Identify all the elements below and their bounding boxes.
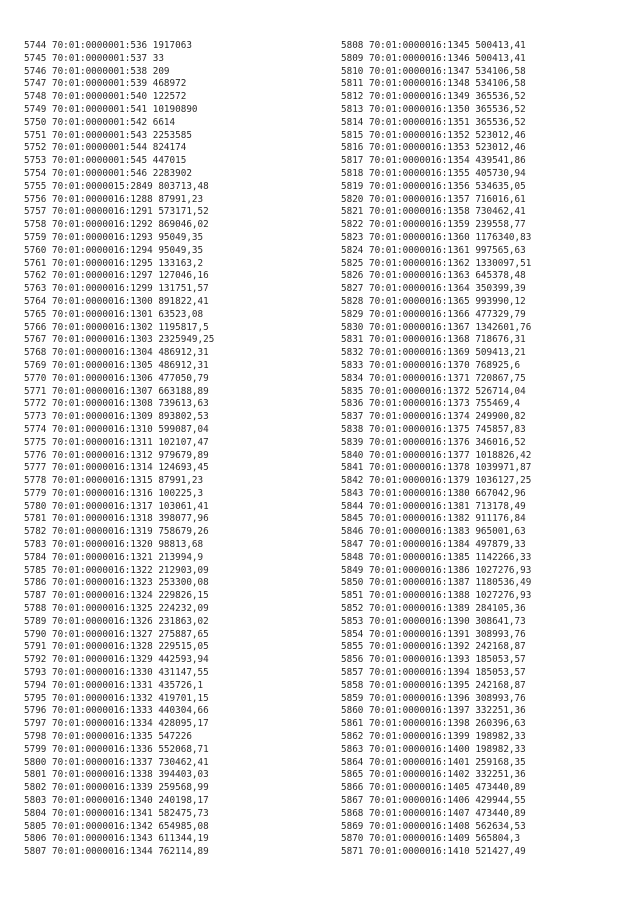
cadastral-record-row: 5799 70:01:0000016:1336 552068,71	[24, 743, 209, 755]
cadastral-record-row: 5861 70:01:0000016:1398 260396,63	[341, 718, 526, 730]
cadastral-record-row: 5774 70:01:0000016:1310 599087,04	[24, 423, 209, 435]
cadastral-record-row: 5836 70:01:0000016:1373 755469,4	[341, 398, 521, 410]
cadastral-record-row: 5813 70:01:0000016:1350 365536,52	[341, 103, 526, 115]
cadastral-record-row: 5787 70:01:0000016:1324 229826,15	[24, 590, 209, 602]
cadastral-record-row: 5855 70:01:0000016:1392 242168,87	[341, 641, 526, 653]
cadastral-record-row: 5800 70:01:0000016:1337 730462,41	[24, 756, 209, 768]
cadastral-record-row: 5744 70:01:0000001:536 1917063	[24, 40, 192, 51]
cadastral-record-row: 5869 70:01:0000016:1408 562634,53	[341, 820, 526, 832]
cadastral-record-row: 5829 70:01:0000016:1366 477329,79	[341, 308, 526, 320]
cadastral-record-row: 5762 70:01:0000016:1297 127046,16	[24, 270, 209, 282]
cadastral-record-row: 5780 70:01:0000016:1317 103061,41	[24, 500, 209, 512]
cadastral-record-row: 5826 70:01:0000016:1363 645378,48	[341, 270, 526, 282]
cadastral-record-row: 5824 70:01:0000016:1361 997565,63	[341, 244, 526, 256]
cadastral-record-row: 5819 70:01:0000016:1356 534635,05	[341, 180, 526, 192]
cadastral-record-row: 5871 70:01:0000016:1410 521427,49	[341, 846, 526, 858]
cadastral-record-row: 5833 70:01:0000016:1370 768925,6	[341, 359, 521, 371]
cadastral-record-row: 5847 70:01:0000016:1384 497879,33	[341, 539, 526, 551]
cadastral-record-row: 5822 70:01:0000016:1359 239558,77	[341, 219, 526, 231]
cadastral-record-row: 5850 70:01:0000016:1387 1180536,49	[341, 577, 532, 589]
cadastral-record-row: 5831 70:01:0000016:1368 718676,31	[341, 334, 526, 346]
cadastral-record-row: 5782 70:01:0000016:1319 758679,26	[24, 526, 209, 538]
cadastral-record-row: 5790 70:01:0000016:1327 275887,65	[24, 628, 209, 640]
cadastral-record-row: 5767 70:01:0000016:1303 2325949,25	[24, 334, 215, 346]
cadastral-record-row: 5789 70:01:0000016:1326 231863,02	[24, 615, 209, 627]
cadastral-record-row: 5801 70:01:0000016:1338 394403,03	[24, 769, 209, 781]
cadastral-record-row: 5860 70:01:0000016:1397 332251,36	[341, 705, 526, 717]
cadastral-record-row: 5773 70:01:0000016:1309 893802,53	[24, 411, 209, 423]
cadastral-record-row: 5764 70:01:0000016:1300 891822,41	[24, 295, 209, 307]
cadastral-record-row: 5835 70:01:0000016:1372 526714,04	[341, 385, 526, 397]
cadastral-record-row: 5862 70:01:0000016:1399 198982,33	[341, 731, 526, 743]
cadastral-record-row: 5845 70:01:0000016:1382 911176,84	[341, 513, 526, 525]
cadastral-record-row: 5776 70:01:0000016:1312 979679,89	[24, 449, 209, 461]
cadastral-record-row: 5777 70:01:0000016:1314 124693,45	[24, 462, 209, 474]
cadastral-record-row: 5821 70:01:0000016:1358 730462,41	[341, 206, 526, 218]
cadastral-record-row: 5864 70:01:0000016:1401 259168,35	[341, 756, 526, 768]
cadastral-record-row: 5830 70:01:0000016:1367 1342601,76	[341, 321, 532, 333]
cadastral-record-row: 5786 70:01:0000016:1323 253300,08	[24, 577, 209, 589]
cadastral-record-row: 5771 70:01:0000016:1307 663188,89	[24, 385, 209, 397]
cadastral-record-row: 5809 70:01:0000016:1346 500413,41	[341, 52, 526, 64]
cadastral-record-row: 5745 70:01:0000001:537 33	[24, 52, 164, 64]
cadastral-record-row: 5859 70:01:0000016:1396 308993,76	[341, 692, 526, 704]
cadastral-record-row: 5785 70:01:0000016:1322 212903,09	[24, 564, 209, 576]
cadastral-record-row: 5825 70:01:0000016:1362 1330097,51	[341, 257, 532, 269]
cadastral-record-row: 5802 70:01:0000016:1339 259568,99	[24, 782, 209, 794]
cadastral-record-row: 5752 70:01:0000001:544 824174	[24, 142, 187, 154]
cadastral-record-row: 5775 70:01:0000016:1311 102107,47	[24, 436, 209, 448]
cadastral-record-row: 5748 70:01:0000001:540 122572	[24, 91, 187, 103]
cadastral-record-row: 5808 70:01:0000016:1345 500413,41	[341, 40, 526, 51]
cadastral-record-row: 5779 70:01:0000016:1316 100225,3	[24, 487, 204, 499]
cadastral-record-row: 5823 70:01:0000016:1360 1176340,83	[341, 231, 532, 243]
cadastral-record-row: 5846 70:01:0000016:1383 965001,63	[341, 526, 526, 538]
cadastral-record-row: 5757 70:01:0000016:1291 573171,52	[24, 206, 209, 218]
cadastral-record-row: 5843 70:01:0000016:1380 667042,96	[341, 487, 526, 499]
cadastral-record-row: 5766 70:01:0000016:1302 1195817,5	[24, 321, 209, 333]
cadastral-record-row: 5841 70:01:0000016:1378 1039971,87	[341, 462, 532, 474]
cadastral-record-row: 5770 70:01:0000016:1306 477050,79	[24, 372, 209, 384]
cadastral-record-row: 5756 70:01:0000016:1288 87991,23	[24, 193, 204, 205]
cadastral-record-row: 5796 70:01:0000016:1333 440304,66	[24, 705, 209, 717]
cadastral-record-row: 5840 70:01:0000016:1377 1018826,42	[341, 449, 532, 461]
cadastral-record-row: 5803 70:01:0000016:1340 240198,17	[24, 795, 209, 807]
cadastral-record-row: 5818 70:01:0000016:1355 405730,94	[341, 167, 526, 179]
left-column	[24, 40, 320, 859]
cadastral-record-row: 5837 70:01:0000016:1374 249900,82	[341, 411, 526, 423]
cadastral-record-row: 5806 70:01:0000016:1343 611344,19	[24, 833, 209, 845]
cadastral-record-row: 5870 70:01:0000016:1409 565804,3	[341, 833, 521, 845]
cadastral-record-row: 5753 70:01:0000001:545 447015	[24, 155, 187, 167]
cadastral-record-row: 5865 70:01:0000016:1402 332251,36	[341, 769, 526, 781]
cadastral-record-row: 5749 70:01:0000001:541 10190890	[24, 103, 198, 115]
cadastral-record-row: 5769 70:01:0000016:1305 486912,31	[24, 359, 209, 371]
cadastral-record-row: 5797 70:01:0000016:1334 428095,17	[24, 718, 209, 730]
cadastral-record-row: 5754 70:01:0000001:546 2283902	[24, 167, 192, 179]
cadastral-record-row: 5817 70:01:0000016:1354 439541,86	[341, 155, 526, 167]
cadastral-record-row: 5751 70:01:0000001:543 2253585	[24, 129, 192, 141]
cadastral-record-row: 5827 70:01:0000016:1364 350399,39	[341, 283, 526, 295]
cadastral-record-row: 5781 70:01:0000016:1318 398077,96	[24, 513, 209, 525]
cadastral-record-row: 5778 70:01:0000016:1315 87991,23	[24, 475, 204, 487]
cadastral-record-row: 5842 70:01:0000016:1379 1036127,25	[341, 475, 532, 487]
cadastral-record-row: 5867 70:01:0000016:1406 429944,55	[341, 795, 526, 807]
cadastral-record-row: 5765 70:01:0000016:1301 63523,08	[24, 308, 204, 320]
cadastral-record-row: 5746 70:01:0000001:538 209	[24, 65, 170, 77]
cadastral-record-row: 5863 70:01:0000016:1400 198982,33	[341, 743, 526, 755]
cadastral-record-row: 5853 70:01:0000016:1390 308641,73	[341, 615, 526, 627]
cadastral-record-row: 5866 70:01:0000016:1405 473440,89	[341, 782, 526, 794]
cadastral-record-row: 5760 70:01:0000016:1294 95049,35	[24, 244, 204, 256]
cadastral-record-row: 5793 70:01:0000016:1330 431147,55	[24, 667, 209, 679]
cadastral-record-row: 5811 70:01:0000016:1348 534106,58	[341, 78, 526, 90]
cadastral-record-row: 5858 70:01:0000016:1395 242168,87	[341, 679, 526, 691]
cadastral-record-row: 5798 70:01:0000016:1335 547226	[24, 731, 192, 743]
right-column	[341, 40, 631, 859]
cadastral-record-row: 5815 70:01:0000016:1352 523012,46	[341, 129, 526, 141]
cadastral-record-row: 5856 70:01:0000016:1393 185053,57	[341, 654, 526, 666]
cadastral-record-row: 5759 70:01:0000016:1293 95049,35	[24, 231, 204, 243]
cadastral-record-row: 5848 70:01:0000016:1385 1142266,33	[341, 551, 532, 563]
cadastral-record-row: 5838 70:01:0000016:1375 745857,83	[341, 423, 526, 435]
cadastral-record-row: 5768 70:01:0000016:1304 486912,31	[24, 347, 209, 359]
cadastral-record-row: 5812 70:01:0000016:1349 365536,52	[341, 91, 526, 103]
cadastral-record-row: 5820 70:01:0000016:1357 716016,61	[341, 193, 526, 205]
cadastral-record-row: 5758 70:01:0000016:1292 869046,02	[24, 219, 209, 231]
cadastral-record-row: 5792 70:01:0000016:1329 442593,94	[24, 654, 209, 666]
cadastral-record-row: 5844 70:01:0000016:1381 713178,49	[341, 500, 526, 512]
cadastral-record-row: 5807 70:01:0000016:1344 762114,89	[24, 846, 209, 858]
cadastral-record-row: 5795 70:01:0000016:1332 419701,15	[24, 692, 209, 704]
cadastral-record-row: 5761 70:01:0000016:1295 133163,2	[24, 257, 204, 269]
cadastral-record-row: 5791 70:01:0000016:1328 229515,05	[24, 641, 209, 653]
cadastral-record-row: 5755 70:01:0000015:2849 803713,48	[24, 180, 209, 192]
cadastral-record-row: 5750 70:01:0000001:542 6614	[24, 116, 176, 128]
cadastral-record-row: 5854 70:01:0000016:1391 308993,76	[341, 628, 526, 640]
cadastral-record-row: 5783 70:01:0000016:1320 98813,68	[24, 539, 204, 551]
cadastral-record-row: 5788 70:01:0000016:1325 224232,09	[24, 603, 209, 615]
cadastral-record-row: 5852 70:01:0000016:1389 284105,36	[341, 603, 526, 615]
cadastral-record-row: 5828 70:01:0000016:1365 993990,12	[341, 295, 526, 307]
cadastral-record-row: 5849 70:01:0000016:1386 1027276,93	[341, 564, 532, 576]
cadastral-record-row: 5747 70:01:0000001:539 468972	[24, 78, 187, 90]
cadastral-record-row: 5784 70:01:0000016:1321 213994,9	[24, 551, 204, 563]
cadastral-record-row: 5772 70:01:0000016:1308 739613,63	[24, 398, 209, 410]
cadastral-record-row: 5814 70:01:0000016:1351 365536,52	[341, 116, 526, 128]
cadastral-record-row: 5763 70:01:0000016:1299 131751,57	[24, 283, 209, 295]
cadastral-record-row: 5834 70:01:0000016:1371 720867,75	[341, 372, 526, 384]
cadastral-record-row: 5794 70:01:0000016:1331 435726,1	[24, 679, 204, 691]
cadastral-record-row: 5832 70:01:0000016:1369 509413,21	[341, 347, 526, 359]
cadastral-record-row: 5868 70:01:0000016:1407 473440,89	[341, 807, 526, 819]
cadastral-record-row: 5805 70:01:0000016:1342 654985,08	[24, 820, 209, 832]
cadastral-record-row: 5804 70:01:0000016:1341 582475,73	[24, 807, 209, 819]
cadastral-record-row: 5857 70:01:0000016:1394 185053,57	[341, 667, 526, 679]
cadastral-record-row: 5816 70:01:0000016:1353 523012,46	[341, 142, 526, 154]
cadastral-record-row: 5851 70:01:0000016:1388 1027276,93	[341, 590, 532, 602]
cadastral-record-row: 5810 70:01:0000016:1347 534106,58	[341, 65, 526, 77]
cadastral-record-row: 5839 70:01:0000016:1376 346016,52	[341, 436, 526, 448]
